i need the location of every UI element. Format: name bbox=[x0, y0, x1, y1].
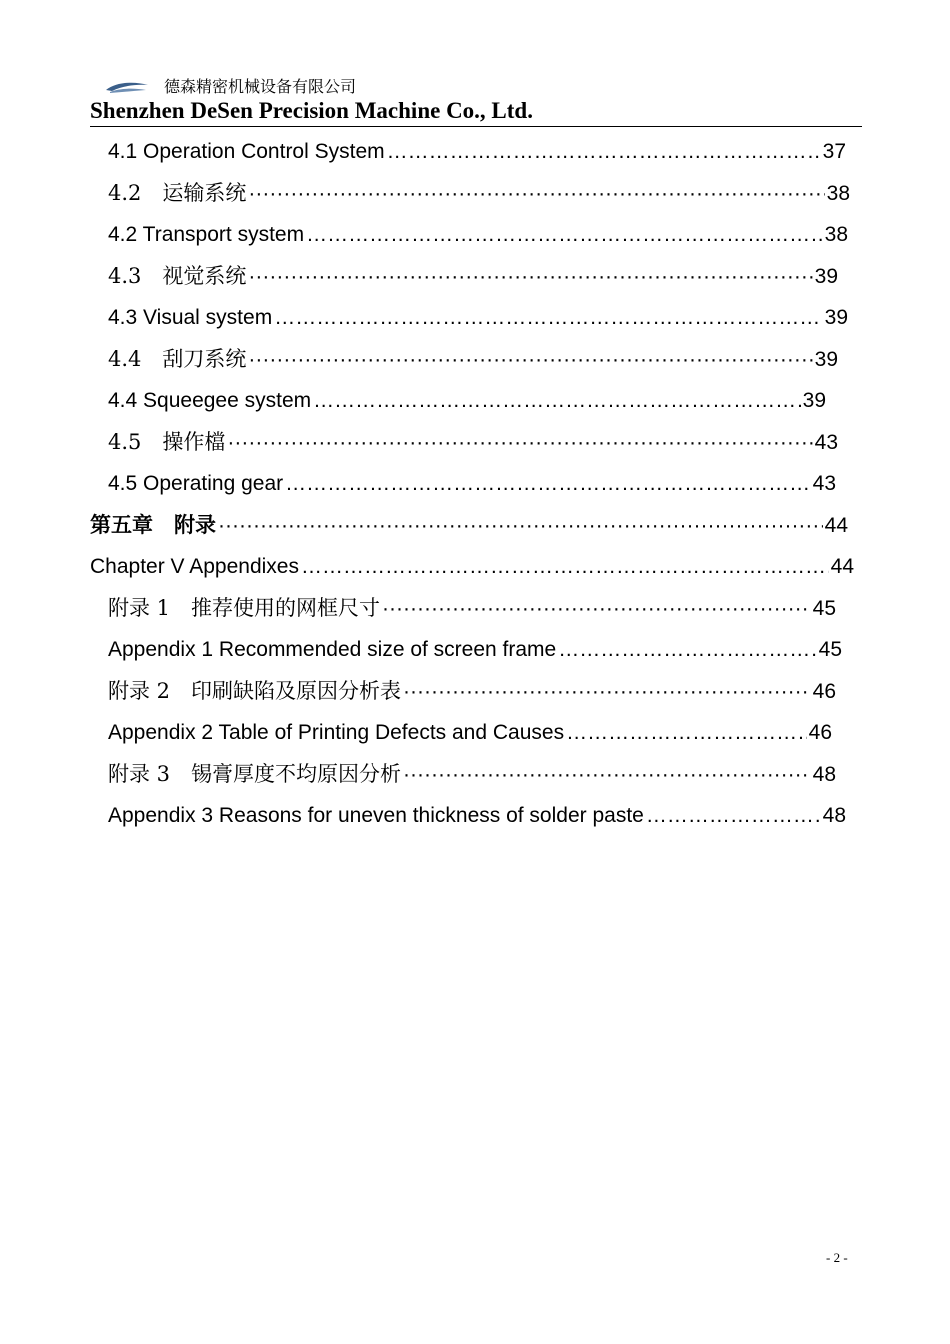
toc-entry-label: 附录 2 印刷缺陷及原因分析表 bbox=[108, 679, 402, 703]
toc-entry-page: 39 bbox=[814, 265, 838, 288]
toc-entry[interactable] bbox=[108, 222, 848, 248]
toc-entry-page: 37 bbox=[822, 140, 846, 163]
toc-entry-label: 第五章 附录 bbox=[90, 512, 216, 537]
toc-entry[interactable] bbox=[108, 346, 838, 372]
toc-entry[interactable] bbox=[108, 595, 836, 621]
toc-leader-dots bbox=[248, 264, 812, 290]
toc-entry-label: Appendix 2 Table of Printing Defects and Causes bbox=[108, 721, 565, 744]
toc-entry-page: 39 bbox=[802, 389, 826, 412]
company-name-english: Shenzhen DeSen Precision Machine Co., Ltd. bbox=[90, 98, 533, 123]
toc-entry[interactable] bbox=[90, 554, 854, 580]
toc-entry[interactable] bbox=[108, 761, 836, 787]
toc-entry-label: Chapter V Appendixes bbox=[90, 555, 299, 578]
toc-entry-label: 附录 3 锡膏厚度不均原因分析 bbox=[108, 762, 402, 786]
toc-entry-label: 4.5 操作檔 bbox=[108, 430, 226, 454]
toc-entry-page: 46 bbox=[808, 721, 832, 744]
toc-entry-label: 4.4 刮刀系统 bbox=[108, 347, 247, 371]
toc-entry-label: 附录 1 推荐使用的网框尺寸 bbox=[108, 596, 381, 620]
toc-entry-page: 45 bbox=[812, 597, 836, 620]
toc-leader-dots bbox=[387, 139, 821, 165]
toc-entry[interactable] bbox=[108, 180, 850, 206]
toc-entry[interactable] bbox=[108, 678, 836, 704]
toc-leader-dots bbox=[227, 430, 812, 456]
toc-leader-dots bbox=[274, 305, 822, 331]
page-number: - 2 - bbox=[826, 1250, 848, 1265]
toc-entry[interactable] bbox=[108, 803, 846, 829]
toc-leader-dots bbox=[403, 679, 811, 705]
toc-entry-page: 46 bbox=[812, 680, 836, 703]
toc-entry-label: 4.3 Visual system bbox=[108, 306, 273, 329]
toc-leader-dots bbox=[646, 803, 821, 829]
toc-leader-dots bbox=[313, 388, 801, 414]
toc-entry[interactable] bbox=[108, 388, 826, 414]
toc-leader-dots bbox=[285, 471, 811, 497]
toc-leader-dots bbox=[566, 720, 807, 746]
toc-entry-page: 45 bbox=[818, 638, 842, 661]
toc-entry-label: 4.2 Transport system bbox=[108, 223, 305, 246]
toc-entry-label: 4.2 运输系统 bbox=[108, 181, 247, 205]
toc-entry[interactable] bbox=[108, 139, 846, 165]
toc-leader-dots bbox=[306, 222, 823, 248]
toc-entry-page: 38 bbox=[826, 182, 850, 205]
toc-entry-page: 48 bbox=[822, 804, 846, 827]
toc-entry-label: 4.4 Squeegee system bbox=[108, 389, 312, 412]
toc-entry[interactable] bbox=[108, 637, 842, 663]
toc-entry-label: Appendix 1 Recommended size of screen frame bbox=[108, 638, 557, 661]
toc-leader-dots bbox=[248, 347, 812, 373]
toc-entry-page: 43 bbox=[812, 472, 836, 495]
toc-entry-label: 4.3 视觉系统 bbox=[108, 264, 247, 288]
toc-leader-dots bbox=[248, 181, 824, 207]
toc-entry[interactable] bbox=[108, 263, 838, 289]
toc-entry[interactable] bbox=[90, 512, 848, 538]
toc-entry-page: 39 bbox=[814, 348, 838, 371]
toc-entry[interactable] bbox=[108, 471, 836, 497]
toc-entry-page: 44 bbox=[824, 514, 848, 537]
toc-entry[interactable] bbox=[108, 305, 848, 331]
toc-entry[interactable] bbox=[108, 429, 838, 455]
toc-entry-page: 38 bbox=[824, 223, 848, 246]
toc-leader-dots bbox=[218, 513, 823, 539]
toc-entry-label: Appendix 3 Reasons for uneven thickness of solder paste bbox=[108, 804, 644, 827]
toc-entry-label: 4.5 Operating gear bbox=[108, 472, 284, 495]
toc-entry-page: 39 bbox=[824, 306, 848, 329]
toc-leader-dots bbox=[403, 762, 811, 788]
toc-leader-dots bbox=[558, 637, 816, 663]
toc-entry-label: 4.1 Operation Control System bbox=[108, 140, 385, 163]
toc-entry-page: 48 bbox=[812, 763, 836, 786]
toc-entry-page: 44 bbox=[830, 555, 854, 578]
toc-entry-page: 43 bbox=[814, 431, 838, 454]
company-name-chinese: 德森精密机械设备有限公司 bbox=[164, 77, 357, 96]
toc-leader-dots bbox=[382, 596, 811, 622]
toc-entry[interactable] bbox=[108, 720, 832, 746]
toc-leader-dots bbox=[301, 554, 829, 580]
